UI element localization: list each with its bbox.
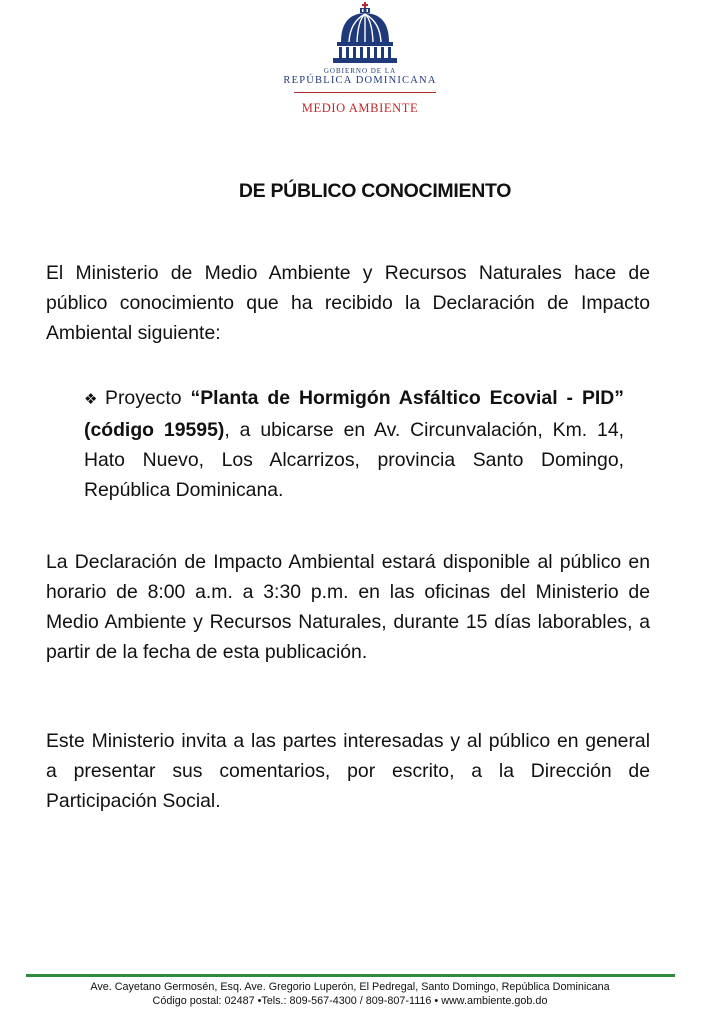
government-line-2: REPÚBLICA DOMINICANA	[283, 75, 437, 86]
header-divider	[294, 92, 436, 93]
footer-address: Ave. Cayetano Germosén, Esq. Ave. Gregorio Luperón, El Pedregal, Santo Domingo, República Dominicana	[90, 981, 610, 993]
project-location: , a ubicarse en Av. Circunvalación, Km. 14, Hato Nuevo, Los Alcarrizos, provincia Santo Domingo, República Dominicana.	[84, 419, 625, 501]
government-dome-logo	[327, 2, 403, 66]
footer-contact: Código postal: 02487 •Tels.: 809-567-4300 / 809-807-1116 • www.ambiente.gob.do	[152, 995, 548, 1007]
diamond-bullet-icon: ❖	[84, 391, 102, 408]
notice-title: DE PÚBLICO CONOCIMIENTO	[238, 180, 512, 202]
footer-divider	[26, 974, 675, 977]
government-line-1: GOBIERNO DE LA	[323, 67, 397, 75]
intro-paragraph: El Ministerio de Medio Ambiente y Recursos Naturales hace de público conocimiento que ha recibido la Declaración de Impacto Ambiental siguiente:	[46, 262, 650, 344]
invitation-paragraph: Este Ministerio invita a las partes interesadas y al público en general a presentar sus comentarios, por escrito, a la Dirección de Participación Social.	[46, 730, 650, 812]
project-prefix: Proyecto	[105, 387, 182, 409]
project-bullet	[84, 383, 624, 505]
project-name: “Planta de Hormigón Asfáltico Ecovial - PID” (código 19595)	[84, 387, 624, 441]
letterhead	[0, 0, 720, 130]
agency-name: MEDIO AMBIENTE	[301, 101, 419, 115]
availability-paragraph: La Declaración de Impacto Ambiental estará disponible al público en horario de 8:00 a.m. a 3:30 p.m. en las oficinas del Ministerio de Medio Ambiente y Recursos Naturales, durante 15 días laborables, a partir de la fecha de esta publicación.	[46, 551, 650, 663]
